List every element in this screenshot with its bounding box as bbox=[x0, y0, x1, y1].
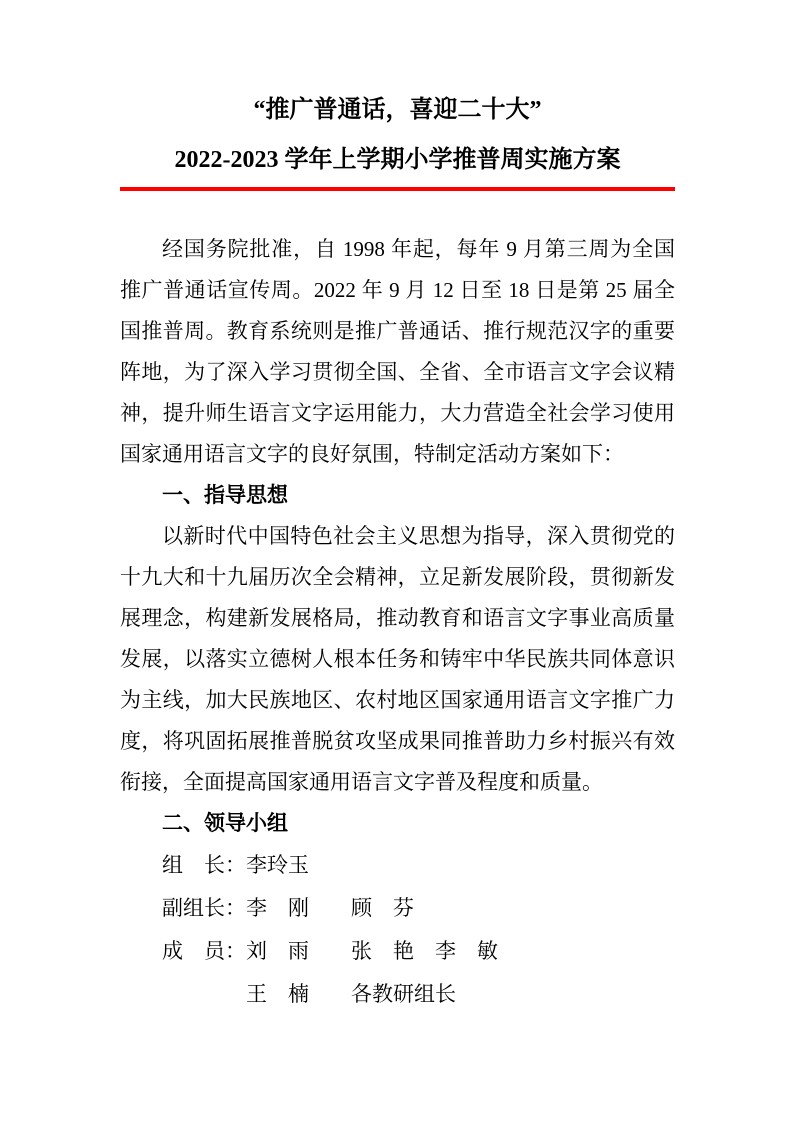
document-body bbox=[120, 229, 675, 1016]
section-heading-guiding-ideology: 一、指导思想 bbox=[162, 484, 288, 507]
document-title-line-2: 2022-2023 学年上学期小学推普周实施方案 bbox=[174, 147, 621, 173]
section-heading-leading-group: 二、领导小组 bbox=[162, 812, 288, 835]
roster-line-deputy-leader: 副组长：李 刚 顾 芬 bbox=[162, 896, 414, 920]
roster-line-members-continued: 王 楠 各教研组长 bbox=[246, 982, 456, 1006]
intro-paragraph: 经国务院批准，自 1998 年起，每年 9 月第三周为全国推广普通话宣传周。2022 年 9 月 12 日至 18 日是第 25 届全国推普周。教育系统则是推广普通话、推行规范汉字的重要阵地，为了深入学习贯彻全国、全省、全市语言文字会议精神，提升师生语言文字运用能力，大力营造全社会学习使用国家通用语言文字的良好氛围，特制定活动方案如下： bbox=[120, 237, 675, 466]
document-title-line-1: “推广普通话，喜迎二十大” bbox=[253, 97, 542, 123]
title-divider bbox=[120, 187, 675, 191]
guiding-ideology-paragraph: 以新时代中国特色社会主义思想为指导，深入贯彻党的十九大和十九届历次全会精神，立足新发展阶段，贯彻新发展理念，构建新发展格局，推动教育和语言文字事业高质量发展，以落实立德树人根本任务和铸牢中华民族共同体意识为主线，加大民族地区、农村地区国家通用语言文字推广力度，将巩固拓展推普脱贫攻坚成果同推普助力乡村振兴有效衔接，全面提高国家通用语言文字普及程度和质量。 bbox=[120, 524, 675, 794]
roster-line-leader: 组 长：李玲玉 bbox=[162, 853, 309, 877]
roster-line-members: 成 员：刘 雨 张 艳 李 敏 bbox=[162, 939, 498, 963]
document-header bbox=[120, 85, 675, 191]
